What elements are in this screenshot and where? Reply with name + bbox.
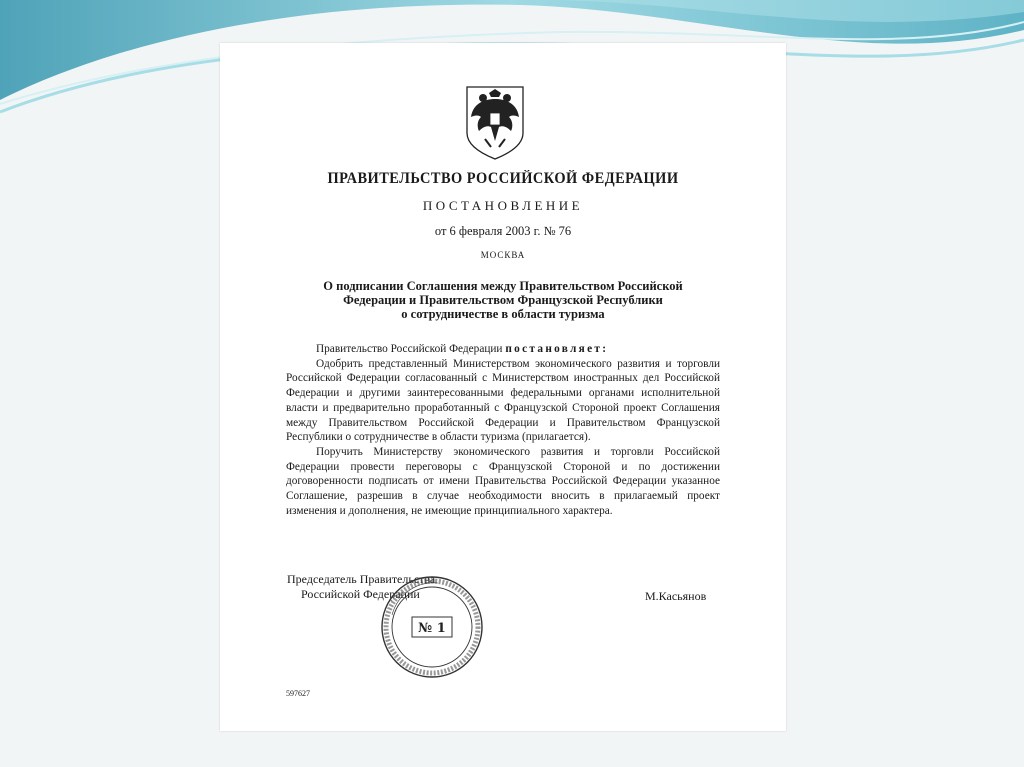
resolves-word: постановляет: [505, 343, 609, 355]
signer-title-line: Российской Федерации [301, 587, 420, 601]
document-type: ПОСТАНОВЛЕНИЕ [422, 198, 584, 213]
paragraph-approve: Одобрить представленный Министерством экономического развития и торговли Российской Федерации согласованный с Министерством иностранных дел Российской Федерации и другими заинтересованными федеральными органами исполнительной власти и предварительно проработанный с Французской Стороной проект Соглашения между Правительством Российской Федерации и Правительством Французской Республики о сотрудничестве в области туризма (прилагается). [286, 357, 720, 444]
document-code: 597627 [286, 689, 310, 698]
document-body [286, 342, 720, 518]
city: МОСКВА [480, 250, 526, 260]
title-line: Федерации и Правительством Французской Республики [343, 293, 663, 307]
signer-name: М.Касьянов [645, 589, 707, 603]
date-and-number: от 6 февраля 2003 г. № 76 [434, 224, 572, 238]
government-heading: ПРАВИТЕЛЬСТВО РОССИЙСКОЙ ФЕДЕРАЦИИ [327, 170, 679, 187]
seal-number: № 1 [418, 621, 446, 636]
official-seal [378, 573, 486, 681]
document-page [220, 43, 786, 731]
preamble-text: Правительство Российской Федерации [316, 343, 503, 355]
coat-of-arms-icon [455, 81, 535, 161]
title-line: О подписании Соглашения между Правительством Российской [323, 279, 683, 293]
preamble-paragraph [286, 342, 720, 357]
paragraph-instruct: Поручить Министерству экономического развития и торговли Российской Федерации провести переговоры с Французской Стороной и по достижении договоренности подписать от имени Правительства Российской Федерации указанное Соглашение, разрешив в случае необходимости вносить в прилагаемый проект изменения и дополнения, не имеющие принципиального характера. [286, 445, 720, 517]
signer-title-line: Председатель Правительства [287, 572, 436, 586]
title-line: о сотрудничестве в области туризма [401, 307, 605, 321]
document-title [220, 279, 786, 321]
